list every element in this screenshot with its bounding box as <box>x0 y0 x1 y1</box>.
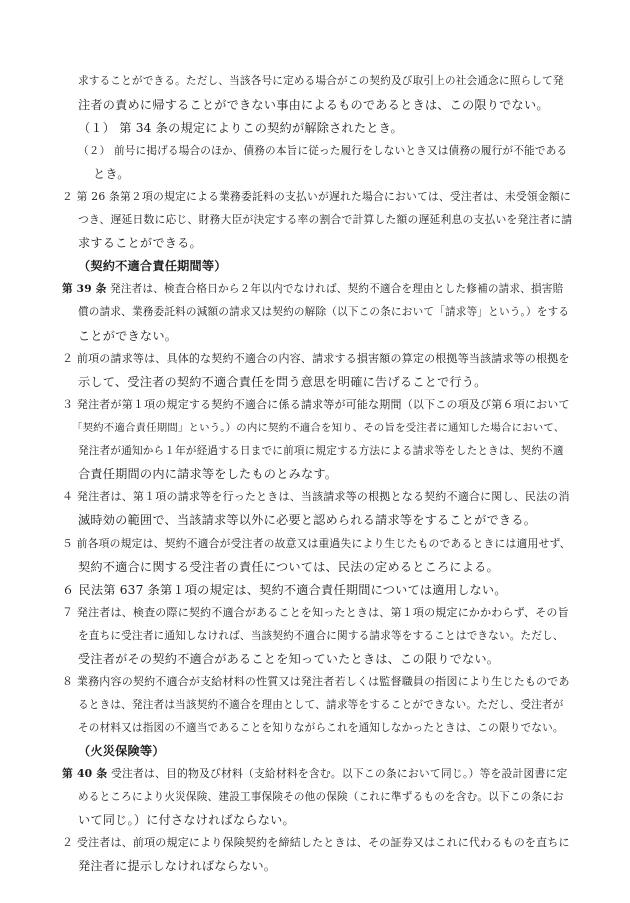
text-line: めるところにより火災保険、建設工事保険その他の保険（これに準ずるものを含む。以下この条にお <box>78 791 564 803</box>
article-number: 第 40 条 <box>62 767 108 780</box>
article-number: 第 39 条 <box>62 283 107 295</box>
paragraph-2: ２ 第 26 条第２項の規定による業務委託料の支払いが遅れた場合においては、受注者は、未受領金額に <box>62 190 571 203</box>
text-line: 「契約不適合責任期間」という。）の内に契約不適合を知り、その旨を受注者に通知した場合において、 <box>72 422 565 434</box>
text-line: 合責任期間の内に請求等をしたものとみなす。 <box>78 467 338 481</box>
list-item-1: （１） 第 34 条の規定によりこの契約が解除されたとき。 <box>78 121 403 135</box>
article-40: 第 40 条 受注者は、目的物及び材料（支給材料を含む。以下この条において同じ。）等を設計図書に定 <box>62 767 568 780</box>
text-line: ことができない。 <box>78 329 178 343</box>
text-line: 契約不適合に関する受注者の責任については、民法の定めるところによる。 <box>78 560 499 574</box>
section-heading: （火災保険等） <box>78 744 165 758</box>
list-item-2: （２） 前号に掲げる場合のほか、債務の本旨に従った履行をしないとき又は債務の履行が不能である <box>78 145 568 157</box>
text-line: とき。 <box>93 167 130 181</box>
text-line: 償の請求、業務委託料の減額の請求又は契約の解除（以下この条において「請求等」という。）をする <box>78 306 570 318</box>
text-line: るときは、発注者は当該契約不適合を理由として、請求等をすることができない。ただし、受注者が <box>78 699 564 711</box>
paragraph-8: ８ 業務内容の契約不適合が支給材料の性質又は発注者若しくは監督職員の指図により生じたものであ <box>62 675 570 688</box>
paragraph-6: ６ 民法第 637 条第１項の規定は、契約不適合責任期間については適用しない。 <box>62 583 507 597</box>
text-line: 受注者がその契約不適合があることを知っていたときは、この限りでない。 <box>78 652 500 666</box>
article-39: 第 39 条 発注者は、検査合格日から２年以内でなければ、契約不適合を理由とした修補の請求、損害賠 <box>62 283 564 295</box>
text-line: 発注者に提示しなければならない。 <box>78 859 277 873</box>
paragraph-7: ７ 発注者は、検査の際に契約不適合があることを知ったときは、第１項の規定にかかわらず、その旨 <box>62 606 569 619</box>
paragraph-2: ２ 受注者は、前項の規定により保険契約を締結したときは、その証券又はこれに代わるものを直ちに <box>62 836 570 849</box>
text-line: いて同じ。）に付さなければならない。 <box>78 813 295 827</box>
text-line: 求することができる。 <box>78 236 202 250</box>
text-line: 発注者が通知から１年が経過する日までに前項に規定する方法による請求等をしたときは、契約不適 <box>78 445 564 457</box>
paragraph-3: ３ 発注者が第１項の規定する契約不適合に係る請求等が可能な期間（以下この項及び第６項において <box>62 398 570 411</box>
paragraph-2: ２ 前項の請求等は、具体的な契約不適合の内容、請求する損害額の算定の根拠等当該請求等の根拠を <box>62 352 570 365</box>
paragraph-5: ５ 前各項の規定は、契約不適合が受注者の故意又は重過失により生じたものであるときには適用せず、 <box>62 537 571 550</box>
text-line: を直ちに受注者に通知しなければ、当該契約不適合に関する請求等をすることはできない。ただし、 <box>78 630 564 642</box>
text-line: 注者の責めに帰することができない事由によるものであるときは、この限りでない。 <box>78 98 549 112</box>
section-heading: （契約不適合責任期間等） <box>78 259 227 273</box>
text-line: 示して、受注者の契約不適合責任を問う意思を明確に告げることで行う。 <box>78 375 487 389</box>
text-line: その材料又は指図の不適当であることを知りながらこれを通知しなかったときは、この限りでない。 <box>78 722 564 734</box>
text-line: つき、遅延日数に応じ、財務大臣が決定する率の割合で計算した額の遅延利息の支払いを発注者に請 <box>78 213 573 226</box>
paragraph-4: ４ 発注者は、第１項の請求等を行ったときは、当該請求等の根拠となる契約不適合に関し、民法の消 <box>62 490 570 503</box>
text-line: 滅時効の範囲で、当該請求等以外に必要と認められる請求等をすることができる。 <box>78 513 537 527</box>
text-line: 求することができる。ただし、当該各号に定める場合がこの契約及び取引上の社会通念に照らして発 <box>78 75 564 87</box>
